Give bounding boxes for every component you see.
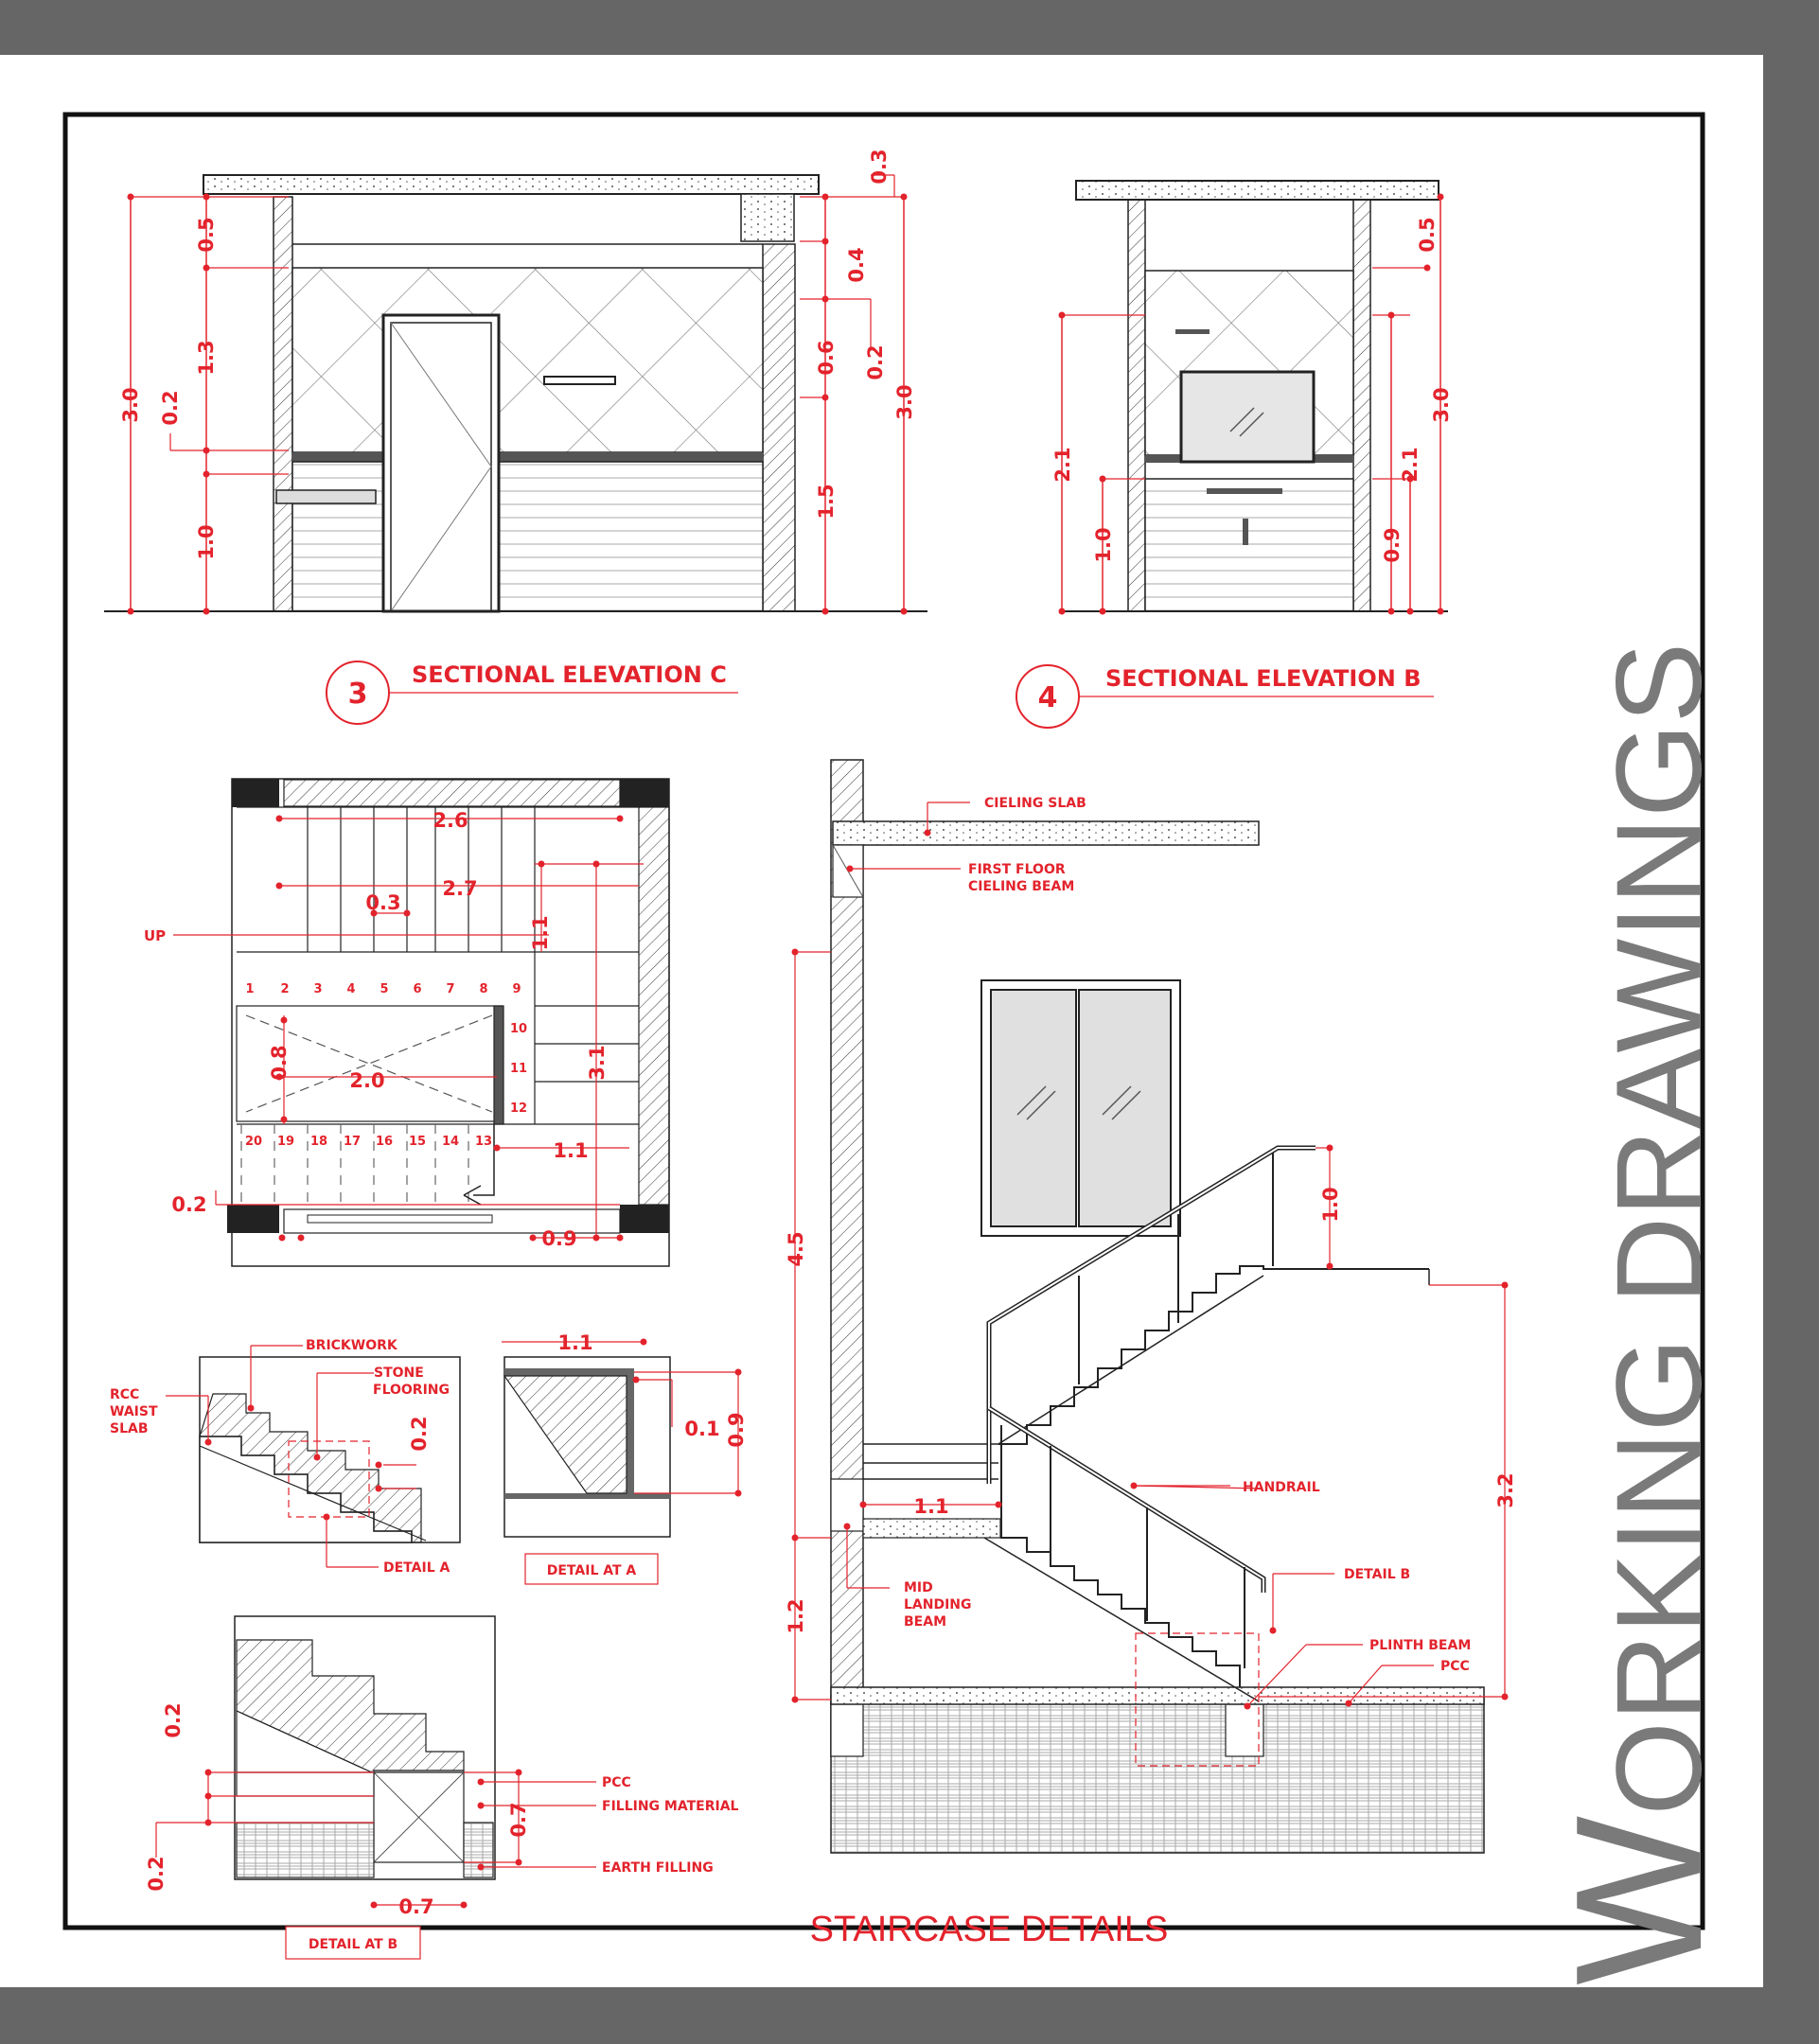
detail-a-label: BRICKWORK [306,1338,397,1353]
step-number: 7 [446,982,455,996]
detail-at-a-caption: DETAIL AT A [546,1563,637,1578]
mid-landing-label: BEAM [904,1614,947,1630]
dim-label: 0.7 [398,1895,434,1918]
detail-a-label: RCC [110,1387,140,1402]
dim-label: 0.5 [195,217,218,253]
dim-label: 1.0 [1092,527,1115,563]
dim-label: 3.2 [1494,1472,1517,1508]
dim-label: 0.9 [1381,527,1404,563]
detail-a-label: STONE [374,1366,424,1381]
dim-gap: 0.9 [541,1227,577,1250]
elevation-c-caption [327,661,738,724]
step-number: 4 [346,982,356,996]
vertical-title-rest: ORKING DRAWINGS [1592,642,1727,1816]
step-number: 10 [509,1022,528,1036]
dim-label: 3.0 [1430,387,1453,423]
dim-label: 0.2 [145,1856,168,1892]
step-number: 5 [380,982,389,996]
dim-label: 0.2 [159,390,182,426]
dim-label: 0.2 [162,1702,185,1738]
vertical-title [1539,643,1740,1985]
dim-label: 0.9 [725,1412,748,1448]
plinth-beam-label: PLINTH BEAM [1369,1638,1472,1653]
vertical-title-text [1539,643,1740,1985]
detail-a-label: FLOORING [373,1383,450,1398]
dim-label: 1.1 [557,1331,593,1354]
elevation-b-caption [1016,665,1434,728]
detail-at-b-caption: DETAIL AT B [308,1937,398,1952]
detail-at-b-label: EARTH FILLING [602,1860,714,1876]
mid-landing-label: MID [904,1580,933,1595]
dim-label: 0.1 [684,1418,720,1440]
ceiling-slab-label: CIELING SLAB [984,796,1086,811]
detail-a-label: SLAB [110,1421,149,1436]
drawing-canvas [0,55,1763,1987]
dim-label: 3.0 [893,384,916,420]
dim-label: 0.2 [864,344,887,380]
step-number: 11 [509,1062,528,1076]
view-number: 4 [1037,681,1058,714]
dim-label: 2.1 [1399,447,1422,483]
up-label: UP [144,927,167,944]
dim-well-len: 2.0 [349,1069,385,1092]
detail-at-b-label: FILLING MATERIAL [602,1799,739,1814]
dim-flight: 1.1 [529,915,552,951]
detail-a-caption: DETAIL A [383,1560,450,1576]
ff-beam-label: CIELING BEAM [968,879,1075,894]
vertical-title-initial: W [1539,1815,1740,1985]
dim-tread: 0.3 [365,891,401,914]
dim-label: 0.6 [815,340,838,376]
stair-plan-drawing [173,779,669,1266]
mid-landing-label: LANDING [904,1597,972,1612]
dim-label: 4.5 [785,1231,807,1267]
step-number: 12 [509,1101,528,1116]
dim-label: 1.1 [913,1495,949,1518]
dim-label: 0.2 [408,1416,431,1452]
step-number: 17 [343,1135,362,1149]
ff-beam-label: FIRST FLOOR [968,862,1066,877]
step-number: 1 [245,982,255,996]
detail-at-a-drawing [502,1339,742,1585]
elevation-c-drawing [104,175,927,615]
detail-b-label: DETAIL B [1344,1567,1411,1582]
staircase-section-drawing [792,760,1509,1853]
dim-label: 0.3 [868,149,891,185]
dim-label: 0.7 [507,1802,530,1838]
dim-label: 3.0 [119,387,142,423]
dim-label: 2.1 [1051,447,1074,483]
handrail-label: HANDRAIL [1243,1480,1320,1495]
dim-run: 3.1 [586,1045,609,1081]
step-number: 3 [313,982,323,996]
step-number: 13 [474,1135,493,1149]
step-number: 2 [280,982,290,996]
view-title: SECTIONAL ELEVATION C [412,661,727,688]
dim-width: 2.6 [433,809,468,832]
step-number: 16 [375,1135,394,1149]
step-number: 6 [413,982,422,996]
pcc-label: PCC [1440,1659,1470,1674]
view-title: SECTIONAL ELEVATION B [1105,665,1422,692]
dim-label: 1.2 [785,1598,807,1634]
step-number: 14 [441,1135,460,1149]
dim-label: 1.0 [1319,1187,1342,1223]
dim-label: 1.0 [195,524,218,560]
dim-label: 0.4 [845,247,868,283]
step-number: 8 [479,982,488,996]
step-number: 18 [309,1135,328,1149]
step-number: 20 [244,1135,263,1149]
dim-label: 0.5 [1416,217,1439,253]
dim-wall: 0.2 [171,1193,207,1216]
detail-at-b-drawing [156,1616,596,1959]
step-number: 9 [512,982,521,996]
dim-landing: 1.1 [553,1139,589,1162]
step-number: 15 [408,1135,427,1149]
drawing-sheet [0,55,1763,1987]
dim-label: 1.3 [195,340,218,376]
dim-label: 1.5 [815,484,838,520]
dim-well: 0.8 [268,1045,291,1081]
view-number: 3 [347,678,368,711]
staircase-caption: STAIRCASE DETAILS [809,1910,1169,1949]
detail-a-label: WAIST [110,1404,158,1419]
dim-inner: 2.7 [442,877,478,900]
step-number: 19 [276,1135,295,1149]
detail-at-b-label: PCC [602,1775,631,1790]
